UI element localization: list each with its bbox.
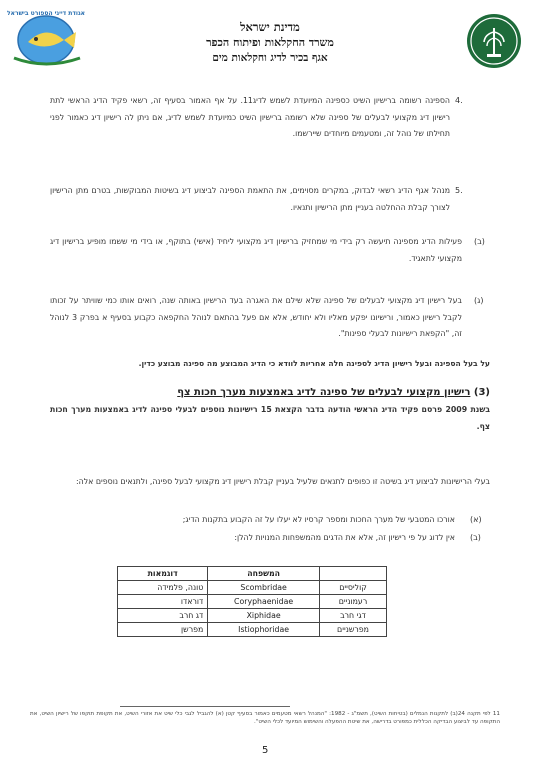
- clause-b-text: פעילות הדיג מספינה תיעשה רק בידי מי שמחזיק ברישיון דיג מקצועי ליחיד (אישי) בתוקף, או בידי מי ששמו מופיע ברישיון דיג מקצועי לתאגיד.: [50, 237, 462, 263]
- table-header-cell: [319, 567, 386, 581]
- header-division-name: אגף בכיר לדיג וחקלאות מים: [212, 52, 328, 64]
- association-logo-text: אגודת דייגי הספורט בישראל: [7, 10, 85, 17]
- table-row: [118, 623, 387, 637]
- header-ministry-name: משרד החקלאות ופיתוח הכפר: [206, 36, 334, 49]
- clause-b-label: (ב): [474, 237, 485, 246]
- table-cell: Istiophoridae: [208, 623, 320, 637]
- header-state-name: מדינת ישראל: [240, 20, 300, 34]
- item-4-number: .4: [455, 96, 463, 105]
- clause-c-label: (ג): [474, 296, 484, 305]
- section-3-heading: [150, 387, 490, 398]
- footnote-divider: [120, 706, 290, 707]
- table-cell: מפרשניים: [319, 623, 386, 637]
- table-cell: דגי חרב: [319, 609, 386, 623]
- table-cell: Scombridae: [208, 581, 320, 595]
- table-cell: רעמוניים: [319, 595, 386, 609]
- table-header-row: [118, 567, 387, 581]
- table-cell: מפרשן: [118, 623, 208, 637]
- announcement-text: בשנת 2009 פרסם פקיד הדיג הראשי הודעה בדבר הקצאת 15 רישיונות נוספים לבעלי ספינה לדיג באמצעות מערך חכות צף.: [50, 405, 490, 431]
- item-4-text: הספינה רשומה ברישיון השיט כספינה המיועדת לשמש לדיג11. על אף האמור בסעיף זה, רשאי פקיד הדיג הראשי לתת רישיון דיג מקצועי לבעלים של ספינה שלא רשומה ברישיון השיט כמיועדת לשמש לדיג, אם ניתן לה רישיון דיג כאמור לפני תחילתו של נוהל זה, ומטעמים מיוחדים שיירשמו.: [50, 96, 451, 138]
- item-5-number: .5: [455, 186, 463, 195]
- conditions-intro: בעלי הרישיונות לביצוע דיג בשיטה זו כפופים לתנאים שלעיל בעניין קבלת רישיון דיג מקצועי לבעל ספינה, ולתנאים נוספים אלה:: [76, 477, 490, 486]
- table-cell: Coryphaenidae: [208, 595, 320, 609]
- table-cell: דוראדו: [118, 595, 208, 609]
- condition-b-label: (ב): [470, 533, 481, 542]
- clause-c-text: בעל רישיון דיג מקצועי לבעלים של ספינה שלא שילם את האגרה בעד הרישיון באותה שנה, רואים אותו כמי שוויתר על זכותו לקבל רישיון כאמור, ורישיונו יפקע מאליו ולא יחודש, אלא אם פעל בהתאם לנוהל החקפאה כקבוע בסעיף א בפרק 3 לנוהל זה, "הקפאת רישיונות לבעלי ספינות".: [50, 296, 462, 338]
- fish-families-table: [117, 566, 387, 637]
- condition-a-label: (א): [470, 515, 482, 524]
- association-logo: [6, 6, 92, 68]
- section-3-title: רישיון מקצועי לבעלים של ספינה לדיג באמצעות מערך חכות צף: [177, 387, 471, 398]
- page-number: 5: [262, 745, 269, 756]
- table-row: [118, 581, 387, 595]
- condition-a-text: אורכו המטבעי של מערך החכות ומספר קרסיו לא יעלו על זה הקבוע בתקנות הדיג;: [182, 515, 455, 524]
- ministry-emblem-logo: [465, 12, 523, 70]
- table-header-cell: המשפחה: [208, 567, 320, 581]
- condition-b-text: אין לדוג על פי רישיון זה, אלא את הדגים מהמשפחות המנויות להלן:: [234, 533, 455, 542]
- item-5-text: מנהל אגף הדיג רשאי לבדוק, במקרים מסוימים, את התאמת הספינה לביצוע דיג בשיטות המבוקשות, בטרם מתן הרישיון לצורך קבלת ההחלטה בעניין מתן הרישיון ותנאיו.: [50, 186, 450, 212]
- table-header-cell: דוגמאות: [118, 567, 208, 581]
- table-cell: Xiphidae: [208, 609, 320, 623]
- table-cell: קוליסיים: [319, 581, 386, 595]
- table-row: [118, 595, 387, 609]
- table-cell: טונה, פלמידה: [118, 581, 208, 595]
- table-row: [118, 609, 387, 623]
- table-cell: דג חרב: [118, 609, 208, 623]
- responsibility-note: על בעל הספינה ובעל רישיון הדיג לספינה חלה אחריות לוודא כי הדיג המבוצע מה ספינה מבוצע כדין.: [138, 359, 490, 368]
- section-3-number: (3): [473, 387, 490, 398]
- footnote-text: 11 לפי תקנה 24(ב) לתקנות הנמלים (בטיחות השיט), תשמ"ג - 1982: "המנהל רשאי מטעמים כאמור בסעיף קטן (א) להגביל לגבי כלי שיט את אזורי השיט, את תקופת תוקפו של רישיון השיט, את התקופה עד לביצוע הבדיקה הכללית כמפורט בדרישה, את שיטת ההפעלה והשימוש המיועד לכלי השיט".: [30, 711, 500, 725]
